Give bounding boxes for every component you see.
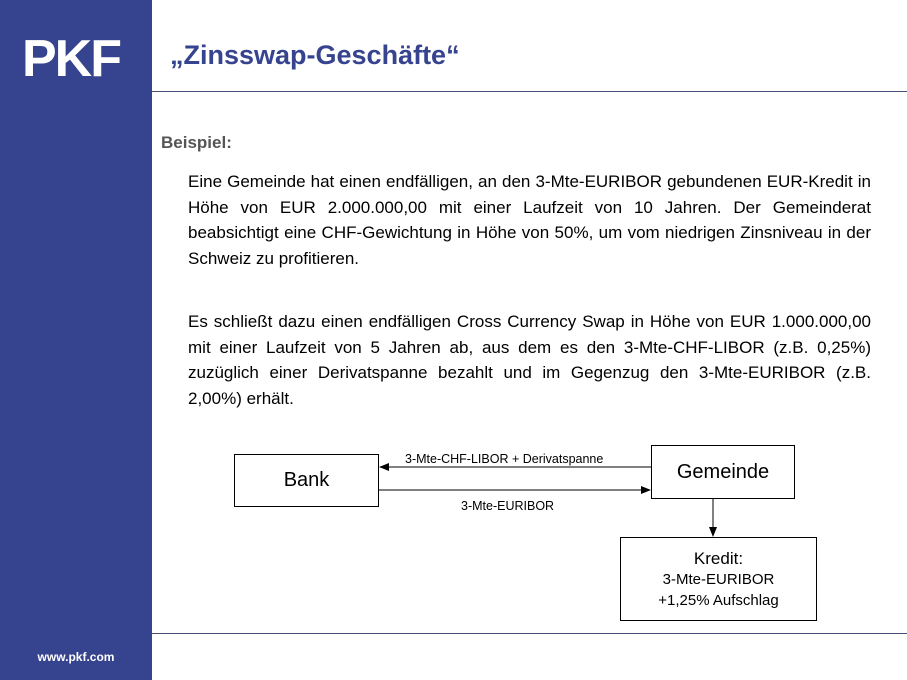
example-label: Beispiel:	[161, 133, 232, 152]
kredit-box	[620, 537, 817, 621]
paragraph-situation: Eine Gemeinde hat einen endfälligen, an den 3-Mte-EURIBOR gebundenen EUR-Kredit in Höhe von EUR 2.000.000,00 mit einer Laufzeit von 10 Jahren. Der Gemeinderat beabsichtigt eine CHF-Gewichtung in Höhe von 50%, um vom niedrigen Zinsniveau in der Schweiz zu profitieren.	[188, 172, 871, 268]
kredit-surcharge: +1,25% Aufschlag	[658, 591, 779, 609]
svg-text:PKF: PKF	[22, 32, 120, 80]
flow-label-to-bank: 3-Mte-CHF-LIBOR + Derivatspanne	[405, 452, 604, 466]
footer-divider	[152, 633, 907, 634]
paragraph-swap: Es schließt dazu einen endfälligen Cross Currency Swap in Höhe von EUR 1.000.000,00 mit einer Laufzeit von 5 Jahren ab, aus dem es den 3-Mte-CHF-LIBOR (z.B. 0,25%) zuzüglich einer Derivatspanne bezahlt und im Gegenzug den 3-Mte-EURIBOR (z.B. 2,00%) erhält.	[188, 312, 871, 408]
website-link[interactable]: www.pkf.com	[37, 650, 115, 664]
kredit-rate: 3-Mte-EURIBOR	[662, 570, 775, 588]
gemeinde-box: Gemeinde	[651, 445, 795, 499]
slide-title: „Zinsswap-Geschäfte“	[170, 40, 460, 70]
bank-box: Bank	[234, 454, 379, 507]
flow-label-to-gemeinde: 3-Mte-EURIBOR	[461, 499, 555, 513]
kredit-title: Kredit:	[693, 548, 744, 568]
